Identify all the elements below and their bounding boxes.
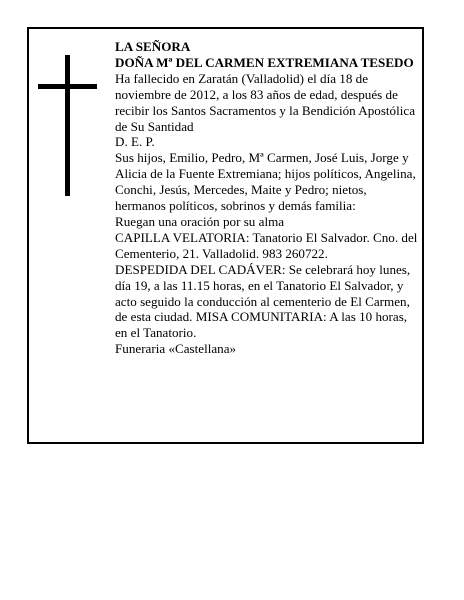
rest-in-peace: D. E. P.: [115, 134, 155, 150]
heading-honorific: LA SEÑORA: [115, 39, 191, 54]
cross-vertical-bar: [65, 55, 70, 196]
chapel-info: CAPILLA VELATORIA: Tanatorio El Salvador. Cno. del Cementerio, 21. Valladolid. 983 260722.: [115, 229, 418, 261]
prayer-request: Ruegan una oración por su alma: [115, 213, 285, 229]
funeral-home: Funeraria «Castellana»: [115, 341, 237, 357]
family-list: Sus hijos, Emilio, Pedro, Mª Carmen, José Luis, Jorge y Alicia de la Fuente Extremiana; hijos políticos, Angelina, Conchi, Jesús, Mercedes, Maite y Pedro; nietos, hermanos políticos, sobrinos y demás familia:: [115, 150, 416, 214]
cross-horizontal-bar: [38, 84, 97, 89]
farewell-info: DESPEDIDA DEL CADÁVER: Se celebrará hoy lunes, día 19, a las 11.15 horas, en el Tanatorio El Salvador, y acto seguido la conducción al cementerio de El Carmen, de esta ciudad. MISA COMUNITARIA: A las 10 horas, en el Tanatorio.: [115, 261, 411, 341]
obituary-text: [115, 39, 420, 357]
death-statement: Ha fallecido en Zaratán (Valladolid) el día 18 de noviembre de 2012, a los 83 años de edad, después de recibir los Santos Sacramentos y la Bendición Apostólica de Su Santidad: [115, 70, 416, 134]
deceased-name: DOÑA Mª DEL CARMEN EXTREMIANA TESEDO: [115, 54, 414, 70]
